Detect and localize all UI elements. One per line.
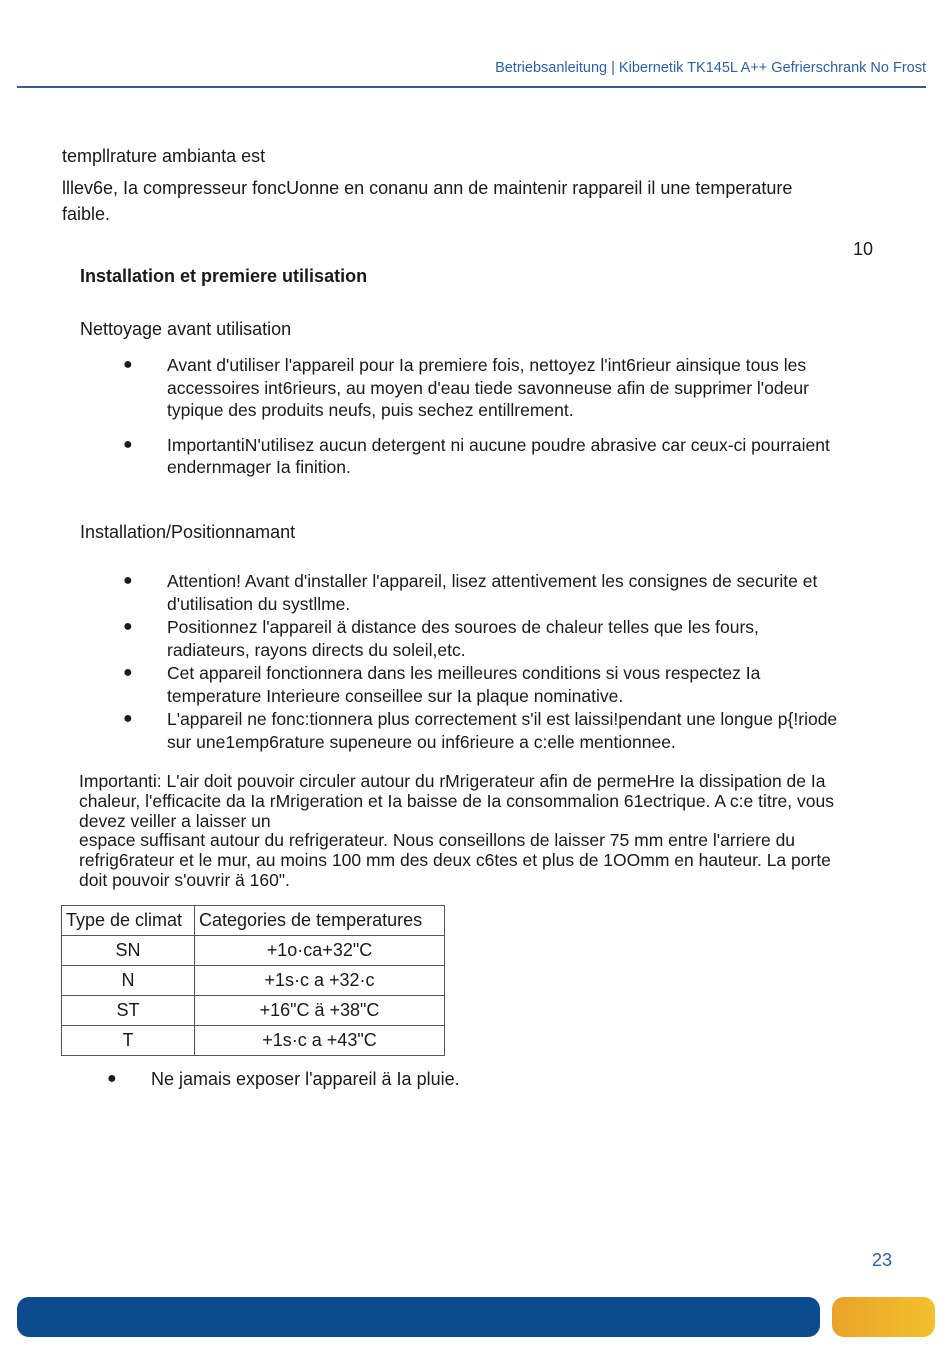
intro-line-2: lllev6e, Ia compresseur foncUonne en conanu ann de maintenir rappareil il une temperature bbox=[62, 178, 793, 198]
list-item-line: L'appareil ne fonc:tionnera plus correctement s'il est laissi!pendant une longue p{!riode bbox=[167, 709, 838, 729]
climate-table bbox=[61, 905, 445, 1056]
list-item-line: radiateurs, rayons directs du soleil,etc. bbox=[167, 639, 466, 660]
list-item bbox=[80, 616, 910, 661]
list-item bbox=[80, 354, 910, 422]
list-item-line: sur une1emp6rature supeneure ou inf6rieure a c:elle mentionnee. bbox=[167, 731, 676, 752]
temperature-range-cell: +1s·c a +43"C bbox=[195, 1026, 445, 1056]
column-header-climate-type: Type de climat bbox=[62, 906, 195, 936]
table-row bbox=[62, 966, 445, 996]
margin-number: 10 bbox=[853, 239, 874, 259]
list-item-line: Attention! Avant d'installer l'appareil, lisez attentivement les consignes de securite et bbox=[167, 571, 818, 591]
paragraph-line: doit pouvoir s'ouvrir ä 160". bbox=[79, 869, 290, 890]
paragraph-line: Importanti: L'air doit pouvoir circuler autour du rMrigerateur afin de permeHre Ia dissipation de Ia bbox=[79, 771, 826, 791]
cleaning-list bbox=[80, 354, 910, 479]
climate-class-cell: SN bbox=[62, 936, 195, 966]
list-item-line: accessoires int6rieurs, au moyen d'eau tiede savonneuse afin de supprimer l'odeur bbox=[167, 377, 809, 398]
paragraph-line: chaleur, l'efficacite da Ia rMrigeration et Ia baisse de Ia consommalion 61ectrique. A c:e titre, vous bbox=[79, 790, 834, 811]
list-item bbox=[80, 570, 910, 615]
list-item-line: Avant d'utiliser l'appareil pour Ia premiere fois, nettoyez l'int6rieur ainsique tous les bbox=[167, 355, 807, 375]
bullet-icon: ● bbox=[107, 1070, 117, 1087]
list-item bbox=[80, 708, 910, 753]
climate-class-cell: T bbox=[62, 1026, 195, 1056]
bullet-icon: ● bbox=[123, 618, 133, 635]
cleaning-heading: Nettoyage avant utilisation bbox=[80, 319, 292, 339]
installation-heading: Installation/Positionnamant bbox=[80, 522, 296, 542]
installation-list bbox=[80, 570, 910, 753]
list-item-line: Cet appareil fonctionnera dans les meilleures conditions si vous respectez Ia bbox=[167, 663, 761, 683]
footer-bar-blue bbox=[17, 1297, 820, 1337]
list-item-line: typique des produits neufs, puis sechez entillrement. bbox=[167, 400, 574, 420]
header-divider bbox=[17, 86, 926, 88]
list-item bbox=[80, 434, 910, 479]
table-row bbox=[62, 936, 445, 966]
intro-line-3: faible. bbox=[62, 204, 111, 224]
table-row bbox=[62, 1026, 445, 1056]
table-row bbox=[62, 996, 445, 1026]
final-bullet-text: Ne jamais exposer l'appareil ä Ia pluie. bbox=[151, 1069, 460, 1089]
bullet-icon: ● bbox=[123, 356, 133, 373]
importanti-paragraph bbox=[79, 772, 909, 891]
running-header: Betriebsanleitung | Kibernetik TK145L A++ Gefrierschrank No Frost bbox=[495, 60, 926, 76]
list-item-line: Positionnez l'appareil ä distance des souroes de chaleur telles que les fours, bbox=[167, 617, 759, 637]
paragraph-line: refrig6rateur et le mur, au moins 100 mm des deux c6tes et plus de 1OOmm en hauteur. La porte bbox=[79, 850, 831, 871]
footer-bar-yellow bbox=[832, 1297, 935, 1337]
temperature-range-cell: +1s·c a +32·c bbox=[195, 966, 445, 996]
list-item-line: d'utilisation du systllme. bbox=[167, 593, 351, 614]
intro-line-1: templlrature ambianta est bbox=[62, 146, 266, 166]
paragraph-line: espace suffisant autour du refrigerateur. Nous conseillons de laisser 75 mm entre l'arriere du bbox=[79, 830, 796, 851]
column-header-temperature-category: Categories de temperatures bbox=[195, 906, 445, 936]
paragraph-line: devez veiller a laisser un bbox=[79, 810, 271, 831]
table-header-row bbox=[62, 906, 445, 936]
bullet-icon: ● bbox=[123, 664, 133, 681]
climate-class-cell: ST bbox=[62, 996, 195, 1026]
section-heading: Installation et premiere utilisation bbox=[80, 266, 368, 286]
page-number: 23 bbox=[871, 1250, 892, 1270]
list-item-line: ImportantiN'utilisez aucun detergent ni aucune poudre abrasive car ceux-ci pourraient bbox=[167, 434, 830, 455]
temperature-range-cell: +1o·ca+32"C bbox=[195, 936, 445, 966]
climate-class-cell: N bbox=[62, 966, 195, 996]
bullet-icon: ● bbox=[123, 435, 133, 453]
temperature-range-cell: +16"C ä +38"C bbox=[195, 996, 445, 1026]
list-item bbox=[80, 662, 910, 707]
list-item-line: endernmager Ia finition. bbox=[167, 457, 351, 477]
bullet-icon: ● bbox=[123, 572, 133, 589]
bullet-icon: ● bbox=[123, 710, 133, 727]
list-item-line: temperature Interieure conseillee sur Ia plaque nominative. bbox=[167, 685, 624, 706]
